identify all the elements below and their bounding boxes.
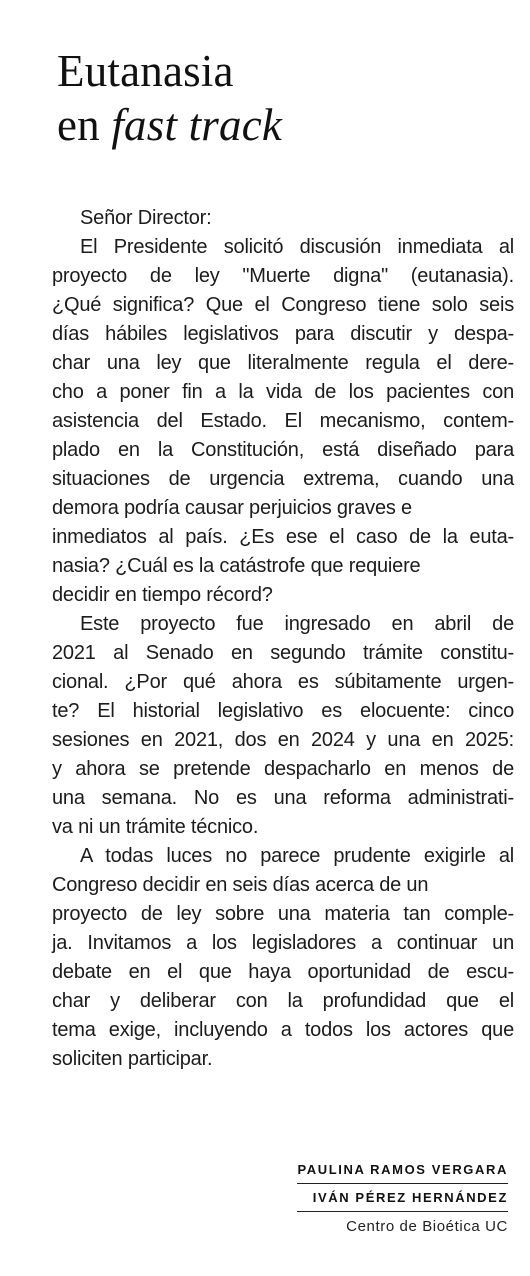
headline-prefix: en [57, 100, 112, 150]
letter-line: ¿Qué significa? Que el Congreso tiene solo seis [52, 294, 514, 316]
letter-body [52, 204, 514, 1074]
letter-line: decidir en tiempo récord? [52, 584, 273, 606]
letter-line: soliciten participar. [52, 1048, 213, 1070]
signature-block [297, 1160, 508, 1238]
letter-line: inmediatos al país. ¿Es ese el caso de la euta- [52, 526, 514, 548]
letter-line: tema exige, incluyendo a todos los actores que [52, 1019, 514, 1041]
letter-line: nasia? ¿Cuál es la catástrofe que requiere [52, 555, 421, 577]
signatory-institution: Centro de Bioética UC [346, 1218, 508, 1235]
letter-line: días hábiles legislativos para discutir y despa- [52, 323, 514, 345]
letter-line: 2021 al Senado en segundo trámite constitu- [52, 642, 514, 664]
letter-line: va ni un trámite técnico. [52, 816, 259, 838]
letter-line: El Presidente solicitó discusión inmediata al [80, 236, 514, 258]
signatory-name-1: PAULINA RAMOS VERGARA [297, 1160, 508, 1184]
letter-line: te? El historial legislativo es elocuente: cinco [52, 700, 514, 722]
letter-line: A todas luces no parece prudente exigirle al [80, 845, 514, 867]
headline-line-2 [57, 98, 282, 152]
letter-line: plado en la Constitución, está diseñado para [52, 439, 514, 461]
salutation: Señor Director: [80, 207, 212, 229]
letter-line: situaciones de urgencia extrema, cuando una [52, 468, 514, 490]
letter-line: demora podría causar perjuicios graves e [52, 497, 412, 519]
headline [57, 44, 282, 152]
headline-italic: fast track [111, 100, 283, 150]
letter-line: char una ley que literalmente regula el dere- [52, 352, 514, 374]
letter-line: una semana. No es una reforma administrati- [52, 787, 514, 809]
letter-line: cional. ¿Por qué ahora es súbitamente urgen- [52, 671, 514, 693]
letter-line: debate en el que haya oportunidad de escu- [52, 961, 514, 983]
letter-line: Congreso decidir en seis días acerca de un [52, 874, 429, 896]
letter-line: cho a poner fin a la vida de los pacientes con [52, 381, 514, 403]
letter-line: y ahora se pretende despacharlo en menos de [52, 758, 514, 780]
signatory-name-2: IVÁN PÉREZ HERNÁNDEZ [297, 1188, 508, 1212]
headline-line-1: Eutanasia [57, 46, 234, 96]
letter-line: asistencia del Estado. El mecanismo, contem- [52, 410, 514, 432]
letter-line: char y deliberar con la profundidad que el [52, 990, 514, 1012]
letter-line: proyecto de ley "Muerte digna" (eutanasia). [52, 265, 514, 287]
letter-line: Este proyecto fue ingresado en abril de [80, 613, 514, 635]
letter-line: sesiones en 2021, dos en 2024 y una en 2025: [52, 729, 514, 751]
letter-line: ja. Invitamos a los legisladores a continuar un [52, 932, 514, 954]
letter-line: proyecto de ley sobre una materia tan comple- [52, 903, 514, 925]
